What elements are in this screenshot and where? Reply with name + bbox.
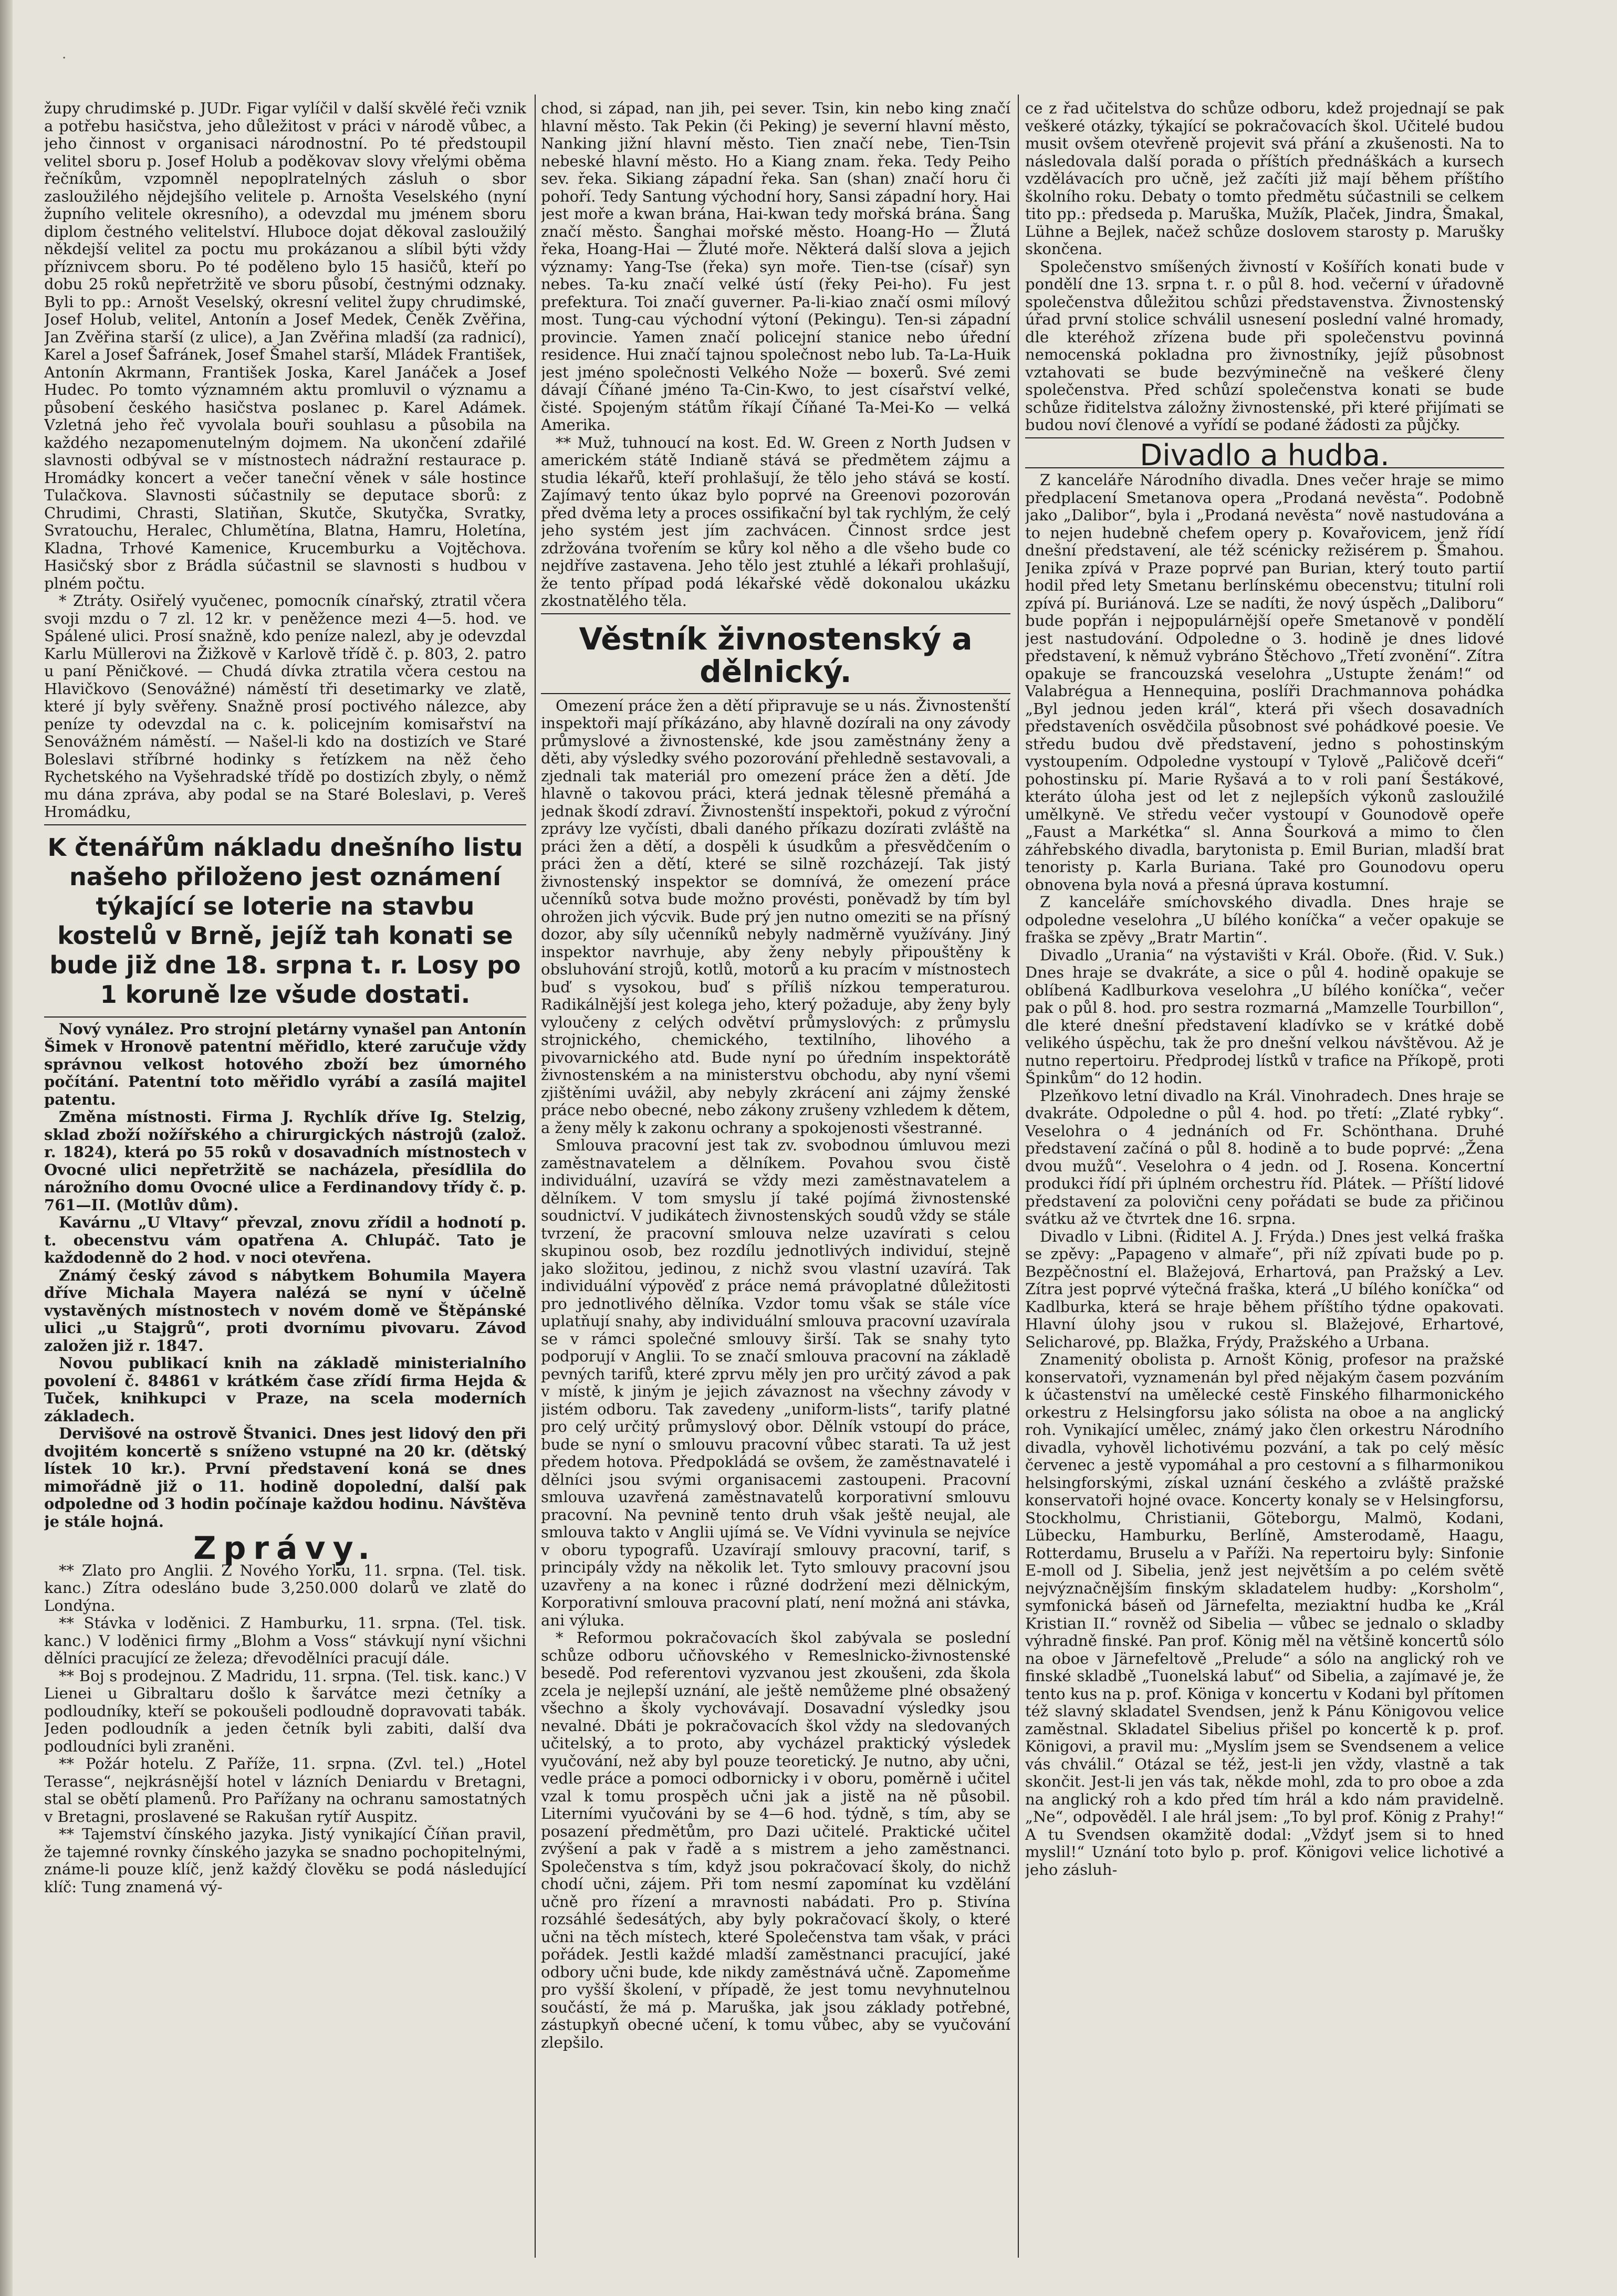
- article-vynalez: Nový vynález. Pro strojní pletárny vynašel pan Antonín Šimek v Hronově patentní měřidlo, které zaručuje vždy správnou velkost hotového zboží bez úmorného počítání. Patentní toto měřidlo vyrábí a zasílá majitel patentu.: [44, 1020, 526, 1108]
- theatre-urania: Divadlo „Urania“ na výstavišti v Král. Oboře. (Řid. V. Suk.) Dnes hraje se dvakráte, a sice o půl 4. hodině opakuje se oblíbená Kadlburkova veselohra „U bílého koníčka“, večer pak o půl 8. hod. pro sestra rozmarná „Mamzelle Tourbillon“, dle které dnešní představení kladívko se v krátké době velikého úspěchu, tak že pro dnešní velkou návštěvou. Až je nutno repertoiru. Předprodej lístků v trafice na Příkopě, proti Špinkům“ do 12 hodin.: [1025, 946, 1504, 1087]
- scan-edge: [0, 0, 13, 2296]
- bold-announcements: [44, 1021, 526, 1531]
- article-smlouva: Smlouva pracovní jest tak zv. svobodnou úmluvou mezi zaměstnavatelem a dělníkem. Povahou svou čistě individuální, uzavírá se vždy mezi zaměstnavatelem a dělníkem. V tom smyslu jí také pojímá živnostenské soudnictví. V judikátech živnostenských soudů vždy se stále tvrzení, že pracovní smlouva nelze uzavírati s celou skupinou osob, bez rozdílu jednotlivých individuí, stejně jako složitou, jedinou, z nichž svou vlastní uzavírá. Tak individuální výpověď z práce nemá právoplatné důležitosti pro jednotlivého dělníka. Vzdor tomu však se stále více uplatňují snahy, aby individuální smlouva pracovní uzavírala se v rámci společné smlouvy širší. Tak se snahy tyto podporují v Anglii. To se značí smlouva pracovní na základě pevných tarifů, které zprvu měly jen pro určitý závod a pak v místě, k jiným je jejich závaznost na všechny závody v jistém odboru. Tak zavedeny „uniform-lists“, tarify platné pro celý určitý průmyslový obor. Dělník vstoupí do práce, bude se nyní o smlouvu pracovní vůbec starati. Ta už jest předem hotova. Předpokládá se ovšem, že zaměstnavatelé i dělníci jsou svými organisacemi zastoupeni. Pracovní smlouva uzavřená zaměstnavatelů korporativní smlouvu pracovní. Na pevnině tento druh však ještě neujal, ale smlouva takto v Anglii ujímá se. Ve Vídni vyvinula se nejvíce v oboru typografů. Uzavírají smlouvy pracovní, tarif, s principály vždy na několik let. Tyto smlouvy pracovní jsou uzavřeny a na konec i různé dodržení mezi dělnickým, Korporativní smlouva pracovní platí, není možná ani stávka, ani výluka.: [541, 1136, 1010, 1629]
- article-zmena: Změna místnosti. Firma J. Rychlík dříve Ig. Stelzig, sklad zboží nožířského a chirurgických nástrojů (založ. r. 1824), která po 55 roků v dosavadních místnostech v Ovocné ulici nepřetržitě se nacházela, přesídlila do nárožního domu Ovocné ulice a Ferdinandovy třídy č. p. 761—II. (Motlův dům).: [44, 1108, 526, 1214]
- article-reforma: * Reformou pokračovacích škol zabývala se poslední schůze odboru učňovského v Remeslnicko-živnostenské besedě. Pod referentovi vyzvanou jest zkoušeni, zda škola zcela je nejlepší uznání, ale ještě nemůžeme plné obsažený všechno a školy vychovávají. Dosavadní výsledky jsou nevalné. Dbáti je pokračovacích škol vždy na sledovaných učitelský, a to proto, aby vycházel praktický výsledek vyučování, než aby byl pouze teoretický. Je nutno, aby učni, vedle práce a pomoci odbornicky i v oboru, poměrně i učitel vzal k tomu prospěch učni jak a jistě na ně působil. Literními vyučováni by se 4—6 hod. týdně, s tím, aby se posazení předmětům, pro Dazi učitelé. Praktické učitel zvýšení a pak v řadě a s mistrem a jeho zaměstnanci. Společenstva s tím, když jsou pokračovací školy, do nichž chodí učni, zájem. Při tom nesmí zapomínat ku vzdělání učně pro řízení a mravnosti nabádati. Pro p. Stivína rozsáhlé šedesátých, aby byly pokračovací školy, o které učni na těch místech, které Společenstva tam však, v práci pořádek. Jestli každé mladší zaměstnanci pracující, jaké odbory učni bude, kde nikdy zaměstnává učně. Zapomeňme pro vyšší školení, v případě, že jest tomu nevyhnutelnou součástí, že má p. Maruška, jak jsou základy potřebné, zástupkyň obecné učení, k tomu vůbec, aby se vyučování zlepšilo.: [541, 1629, 1010, 2051]
- article-muz: ** Muž, tuhnoucí na kost. Ed. W. Green z North Judsen v americkém státě Indianě stává se předmětem zájmu a studia lékařů, kteří prohlašují, že tělo jeho stává se kostí. Zajímavý tento úkaz bylo poprvé na Greenovi pozorován před dvěma lety a proces ossifikační byl tak rychlým, že celý jeho systém jest jím zachvácen. Činnost srdce jest zdržována tvořením se kůry kol něho a dle všeho bude co nejdříve zastavena. Jeho tělo jest ztuhlé a lékaři prohlašují, že tento případ podá lékařské vědě dokonalou ukázku zkostnatělého těla.: [541, 433, 1010, 610]
- scan-speck: ·: [62, 50, 67, 66]
- article-omezeni: Omezení práce žen a dětí připravuje se u nás. Živnostenští inspektoři mají příkázáno, aby hlavně dozírali na ony závody průmyslové a živnostenské, kde jsou zaměstnány ženy a děti, aby výsledky svého pozorování přehledně sestavovali, a zjednali tak materiál pro omezení práce žen a dětí. Jde hlavně o takovou práci, která jednak tělesně přemáhá a jednak škodí zdraví. Živnostenští inspektoři, pokud z výroční zprávy lze vyčísti, dbali daného příkazu dozírati zvláště na práci žen a dětí, a dospěli k úsudkům a přesvědčením o práci žen a dětí, které se silně rozcházejí. Tak jistý živnostenský inspektor se domnívá, že omezení práce učenníků sotva bude možno provésti, poněvadž by tím byl ohrožen jich výcvik. Bude prý jen nutno omeziti se na přísný dozor, aby síly učenníků nebyly nadměrně využívány. Jiný inspektor navrhuje, aby ženy nebyly připouštěny k obsluhování strojů, kotlů, motorů a ku pracím v místnostech buď s vysokou, buď s příliš nízkou temperaturou. Radikálnější jest kolega jeho, který požaduje, aby ženy byly vyloučeny z celých odvětví průmyslových: z průmyslu strojnického, chemického, textilního, lihového a pivovarnického atd. Bude nyní po úředním inspektorátě živnostenském a na ministerstvu obchodu, aby nyní všemi zjištěními uvážil, aby nebyly zkrácení ani zájmy ženské práce nebo obecné, nebo zákony zrušeny vzhledem k dětem, a ženy měly k zakonu ochrany a spokojenosti všestranné.: [541, 696, 1010, 1137]
- article-konig: Znamenitý obolista p. Arnošt König, profesor na pražské konservatoři, vyznamenán byl před nějakým časem pozváním k účastenství na umělecké cestě Finského filharmonického orkestru z Helsingforsu jako sólista na oboe a na anglický roh. Vynikající umělec, známý jako člen orkestru Národního divadla, vyhověl lichotivému pozvání, a tak po celý měsíc červenec a jestě vypomáhal a pro cestovní a s filharmonikou helsingforskými, získal uznání českého a zvláště pražské konservatoři hojné ovace. Koncerty konaly se v Helsingforsu, Stockholmu, Christianii, Göteborgu, Malmö, Kodani, Lübecku, Hamburku, Berlíně, Amsterodamě, Haagu, Rotterdamu, Bruselu a v Paříži. Na repertoiru byly: Sinfonie E-moll od J. Sibelia, jenž jest největším a po celém světě nejvýznačnějším finským skladatelem hudby: „Korsholm“, symfonická báseň od Järnefelta, meziaktní hudba ke „Král Kristian II.“ rovněž od Sibelia — vůbec se jednalo o skladby výhradně finské. Pan prof. König měl na většině koncertů sólo na oboe v Järnefeltově „Prelude“ a sólo na anglický roh ve finské skladbě „Tuonelská labuť“ od Sibelia, a zajímavé je, že tento kus na p. prof. Königa v koncertu v Kodani byl přítomen též slavný skladatel Svendsen, jenž k Pánu Königovou velice zaměstnal. Skladatel Sibelius přišel po koncertě k p. prof. Königovi, a pravil mu: „Myslím jsem se Svendsenem a velice vás chválil.“ Otázal se též, jest-li jen vždy, vlastně a tak skončit. Jest-li jen vás tak, někde mohl, zda to pro oboe a zda na anglický roh a kdo před tím hrál a kdo nám pravidelně. „Ne“, odpověděl. I ale hrál jsem: „To byl prof. König z Prahy!“ A tu Svendsen okamžitě dodal: „Vždyť jsem si to hned myslil!“ Uznání toto bylo p. prof. Königovi velice lichotivé a jeho zásluh-: [1025, 1350, 1504, 1879]
- article-hasici: župy chrudimské p. JUDr. Figar vylíčil v další skvělé řeči vznik a potřebu hasičstva, jeho důležitost v práci v národě vůbec, a jeho činnost v organisaci národnostní. Po té předstoupil velitel sboru p. Josef Holub a poděkovav slovy vřelými oběma řečníkům, vzpomněl nepoplratelných zásluh o sbor zasloužilého nějdejšího velitele p. Arnošta Veselského (nyní župního velitele okresního), a odevzdal mu jménem sboru diplom čestného velitelství. Hluboce dojat děkoval zasloužilý někdejší velitel za poctu mu prokázanou a slíbil býti vždy příznivcem sboru. Po té poděleno bylo 15 hasičů, kteří po dobu 25 roků nepřetržitě ve sboru působí, čestnými odznaky. Byli to pp.: Arnošt Veselský, okresní velitel župy chrudimské, Josef Holub, velitel, Antonín a Josef Medek, Čeněk Zvěřina, Jan Zvěřina starší (z ulice), a Jan Zvěřina mladší (za radnicí), Karel a Josef Šafránek, Josef Šmahel starší, Mládek František, Antonín Akrmann, František Joska, Karel Janáček a Josef Hudec. Po tomto významném aktu promluvil o významu a působení českého hasičstva poslanec p. Karel Adámek. Vzletná jeho řeč vyvolala bouři souhlasu a působila na každého nezapomenutelným dojmem. Na ukončení zdařilé slavnosti odbýval se v místnostech nádražní restaurace p. Hromádky koncert a večer taneční věnek v sále hostince Tulačkova. Slavnosti súčastnily se deputace sborů: z Chrudimi, Chrasti, Slatiňan, Skutče, Skutyčka, Svratky, Svratouchu, Heralec, Chlumětína, Blatna, Hamru, Holetína, Kladna, Trhové Kamenice, Krucemburku a Vojtěchova. Hasičský sbor z Brádla súčastnil se slavnosti s hudbou v plném počtu.: [44, 100, 526, 592]
- divider: [541, 613, 1010, 614]
- news-stavka: ** Stávka v loděnici. Z Hamburku, 11. srpna. (Tel. tisk. kanc.) V loděnici firmy „Blohm a Voss“ stávkují nyní všichni dělníci pracující ze železa; dřevodělníci pracují dále.: [44, 1614, 526, 1667]
- column-3: [1025, 100, 1504, 2279]
- theatre-vinohrady: Plzeňkovo letní divadlo na Král. Vinohradech. Dnes hraje se dvakráte. Odpoledne o půl 4. hod. po třetí: „Zlaté rybky“. Veselohra o 4 jednáních od Fr. Schönthana. Druhé představení začíná o půl 8. hodině a to bude poprvé: „Žena dvou mužů“. Veselohra o 4 jedn. od J. Rosena. Koncertní produkci řídí při úplném orchestru říd. Plátek. — Příští lidové představení za polovični ceny pořádati se bude za přičinou svátku až ve čtvrtek dne 16. srpna.: [1025, 1086, 1504, 1228]
- news-zlato: ** Zlato pro Anglii. Z Nového Yorku, 11. srpna. (Tel. tisk. kanc.) Zítra odesláno bude 3,250.000 dolarů ve zlatě do Londýna.: [44, 1561, 526, 1614]
- notice-loterie: K čtenářům nákladu dnešního listu našeho přiloženo jest oznámení týkající se loterie na stavbu kostelů v Brně, jejíž tah konati se bude již dne 18. srpna t. r. Losy po 1 koruně lze všude dostati.: [47, 833, 523, 1009]
- theatre-liben: Divadlo v Libni. (Řiditel A. J. Frýda.) Dnes jest velká fraška se zpěvy: „Papageno v almaře“, při níž zpívati bude po p. Bezpěčnostní el. Blažejová, Erhartová, pan Pražský a Lev. Zítra jest poprvé výtečná fraška, která „U bílého koníčka“ od Kadlburka, která se hraje během příštího týdne opakovati. Hlavní úlohy jsou v rukou sl. Blažejové, Erhartové, Selicharové, pp. Blažka, Frýdy, Pražského a Urbana.: [1025, 1227, 1504, 1351]
- divider: [44, 1016, 526, 1018]
- article-ucitelstvo: ce z řad učitelstva do schůze odboru, kdež projednají se pak veškeré otázky, týkající se pokračovacích škol. Učitelé budou musit ovšem otevřeně projevit svá přání a zkušenosti. Na to následovala další porada o příštích přednáškách a kursech vzdělávacích pro učně, jež začíti již mají během příštího školního roku. Debaty o tomto předmětu súčastnili se celkem tito pp.: předseda p. Maruška, Mužík, Plaček, Jindra, Šmakal, Lühne a Bejlek, načež schůze doslovem starosty p. Marušky skončena.: [1025, 100, 1504, 258]
- article-publikace: Novou publikací knih na základě ministerialního povolení č. 84861 v krátkém čase zřídí firma Hejda & Tuček, knihkupci v Praze, na scela moderních základech.: [44, 1354, 526, 1425]
- article-nabytek: Známý český závod s nábytkem Bohumila Mayera dříve Michala Mayera nalézá se nyní v účelně vystavěných místnostech v novém domě ve Štěpánské ulici „u Stajgrů“, proti dvornímu pivovaru. Závod založen již r. 1847.: [44, 1266, 526, 1355]
- column-1: [44, 100, 526, 2279]
- article-ztraty: * Ztráty. Osiřelý vyučenec, pomocník cínařský, ztratil včera svoji mzdu o 7 zl. 12 kr. v peněžence mezi 4—5. hod. ve Spálené ulici. Prosí snažně, kdo peníze nalezl, aby je odevzdal Karlu Müllerovi na Žižkově v Karlově třídě č. p. 803, 2. patro u paní Pěničkové. — Chudá dívka ztratila včera cestou na Hlavičkovo (Senovážné) náměstí tři desetimarky ve zlatě, které jí byly svěřeny. Snažně prosí poctivého nálezce, aby peníze ty odevzdal na c. k. policejním komisařství na Senovážném náměstí. — Našel-li kdo na dostizích ve Staré Boleslavi stříbrné hodinky s řetízkem na něž čeho Rychetského na Vyšehradské třídě po dostizích zbyly, o němž mu dána zpráva, aby podal se na Staré Boleslavi, p. Vereš Hromádku,: [44, 592, 526, 821]
- section-heading-divadlo: Divadlo a hudba.: [1140, 438, 1390, 473]
- article-kavarna: Kavárnu „U Vltavy“ převzal, znovu zřídil a hodnotí p. t. obecenstvu vám opatřena A. Chlupáč. Tato je každodenně do 2 hod. v noci otevřena.: [44, 1213, 526, 1266]
- theatre-narodni: Z kanceláře Národního divadla. Dnes večer hraje se mimo předplacení Smetanova opera „Prodaná nevěsta“. Podobně jako „Dalibor“, byla i „Prodaná nevěsta“ nově nastudována a to nejen hudebně chefem opery p. Kovařovicem, jenž řídí dnešní představení, ale též scénicky režisérem p. Šmahou. Jenika zpívá v Praze poprvé pan Burian, který touto partií hodil před lety Smetanu berlínskému obecenstvu; titulní roli zpívá pí. Buriánová. Lze se nadíti, že nový úspěch „Daliboru“ bude popřán i nejpopulárnější opeře Smetanově v pondělí jest nastudování. Odpoledne o 3. hodině je dnes lidové představení, k němuž vybráno Štěchovo „Třetí zvonění“. Zítra opakuje se francouzská veselohra „Ustupte ženám!“ od Valabrégua a Hennequina, poslíři Drachmannova pohádka „Byl jednou jeden král“, která při všech dosavadních představeních osvědčila působnost své pohádkové poesie. Ve středu budou dvě představení, jedno s pohostinským vystoupením. Odpoledne vystoupí v Tylově „Paličově dceři“ pohostinsku pí. Marie Ryšavá a to v roli paní Šestákové, kteráto úloha jest od let z nejlepších výkonů zasloužilé umělkyně. Ve středu večer vystoupí v Gounodově opeře „Faust a Markétka“ sl. Anna Šourková a mimo to člen záhřebského divadla, barytonista p. Emil Burian, mladší brat tenoristy p. Karla Buriana. Také pro Gounodovu operu obnovena byla nová a přesná úprava kostumní.: [1025, 471, 1504, 894]
- article-cinstina: chod, si západ, nan jih, pei sever. Tsin, kin nebo king značí hlavní město. Tak Pekin (či Peking) je severní hlavní město, Nanking jižní hlavní město. Tien značí nebe, Tien-Tsin nebeské hlavní město. Ho a Kiang znam. řeka. Tedy Peiho sev. řeka. Sikiang západní řeka. San (shan) značí horu či pohoří. Tedy Santung východní hory, Sansi západní hory. Hai jest moře a kwan brána, Hai-kwan tedy mořská brána. Šang značí město. Šanghai mořské město. Hoang-Ho — Žlutá řeka, Hoang-Hai — Žluté moře. Některá další slova a jejich významy: Yang-Tse (řeka) syn moře. Tien-tse (císař) syn nebes. Ta-ku značí velké ústí (řeky Pei-ho). Fu jest prefektura. Toi značí guverner. Pa-li-kiao značí osmi mílový most. Tung-cau východní výtoní (Pekingu). Ten-si západní provincie. Yamen značí policejní stanice nebo úřední residence. Hui značí tajnou společnost nebo lub. Ta-La-Huik jest jméno společnosti Velkého Nože — boxerů. Své zemi dávají Číňané jméno Ta-Cin-Kwo, to jest císařství velké, čisté. Spojeným státům říkají Číňané Ta-Mei-Ko — velká Amerika.: [541, 100, 1010, 434]
- section-heading-vestnik: Věstník živnostenský a dělnický.: [579, 621, 973, 689]
- news-pozar: ** Požár hotelu. Z Paříže, 11. srpna. (Zvl. tel.) „Hotel Terasse“, nejkrásnější hotel v lázních Deniardu v Bretagni, stal se obětí plamenů. Pro Pařížany na ochranu samostatných v Bretagni, proslavené se Rakušan rytíř Auspitz.: [44, 1755, 526, 1826]
- divider: [541, 693, 1010, 694]
- section-heading-zpravy: Zprávy.: [193, 1530, 378, 1567]
- article-dervisove: Dervišové na ostrově Štvanici. Dnes jest lidový den při dvojitém koncertě s sníženo vstupné na 20 kr. (dětský lístek 10 kr.). První představení koná se dnes mimořádně již o 11. hodině dopolední, další pak odpoledne od 3 hodin počínaje každou hodinu. Návštěva je stále hojná.: [44, 1424, 526, 1530]
- column-rule-1: [535, 95, 536, 2258]
- article-spolecenstvo: Společenstvo smíšených živností v Košířích konati bude v pondělí dne 13. srpna t. r. o půl 8. hod. večerní v úřadovně společenstva důležitou schůzi představenstva. Živnostenský úřad první stolice schválil usnesení poslední valné hromady, dle kteréhož zřízena bude při společenstvu povinná nemocenská pokladna pro živnostníky, jejíž působnost vztahovati se bude bezvýminečně na veškeré členy společenstva. Před schůzí společenstva konati se bude schůze řiditelstva záložny živnostenské, při které přijímati se budou noví členové a vyřídí se podané žádosti za půjčky.: [1025, 257, 1504, 434]
- column-rule-2: [1018, 95, 1019, 2258]
- theatre-smichov: Z kanceláře smíchovského divadla. Dnes hraje se odpoledne veselohra „U bílého koníčka“ a večer opakuje se fraška se zpěvy „Bratr Martin“.: [1025, 893, 1504, 946]
- news-jazyk: ** Tajemství čínského jazyka. Jistý vynikající Číňan pravil, že tajemné rovnky čínského jazyka se snadno pochopitelnými, známe-li pouze klíč, jenž každý člověku se podá následující klíč: Tung znamená vý-: [44, 1825, 526, 1896]
- news-boj: ** Boj s prodejnou. Z Madridu, 11. srpna. (Tel. tisk. kanc.) V Lienei u Gibraltaru došlo k šarvátce mezi četníky a podloudníky, kteří se pokoušeli podloudně dopravovati tabák. Jeden podloudník a jeden četník byli zabiti, další dva podloudníci byli zraněni.: [44, 1666, 526, 1755]
- column-2: [541, 100, 1010, 2279]
- divider: [44, 824, 526, 825]
